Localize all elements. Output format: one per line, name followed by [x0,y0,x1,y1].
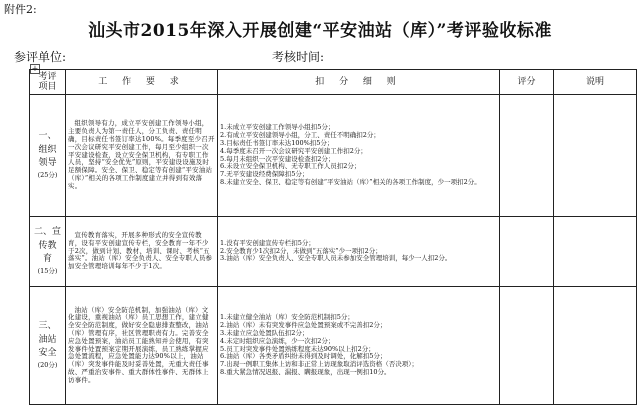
page-title: 汕头市2015年深入开展创建“平安油站（库）”考评验收标准 [88,21,552,41]
table-header-row [30,70,637,95]
deduction-line: 7.无平安建设经费保障扣5分； [220,170,309,179]
score-input-cell[interactable] [500,95,554,217]
score-input-cell[interactable] [500,217,554,287]
row-item-score: (20分) [37,360,58,369]
deduction-line: 1.没有平安创建宣传专栏扣5分； [220,238,315,247]
row-deductions [218,95,500,217]
header-notes: 说明 [554,70,637,95]
header-item-text: 考评 项目 [38,71,57,92]
assessment-time-label: 考核时间: [272,50,325,64]
deduction-line: 8.未建立安全、保卫、稳定等有创建“平安油站（库）”相关的各项工作制度，少一项扣2分。 [220,177,481,186]
deduction-line: 6.油站（库）各类矛盾纠纷未得到及时调处，化解扣5分； [220,352,387,361]
score-input-cell[interactable] [500,287,554,405]
row-item-cell [30,287,66,405]
row-deductions [218,287,500,405]
row-item-cell [30,95,66,217]
row-item-name: 三、 油站 安全 [38,321,57,359]
row-requirements: 宣传教育落实，开展多种形式的安全宣传教育，设有平安创建宣传专栏，安全教育一年不少于2次，做到计划、教材、培训、课时、考核“五落实”。油站（库）安全负责人、安全专职人员参加安全管理培训每年不少于1次。 [66,217,218,287]
deduction-line: 3.未建立应急处置队伍扣2分； [220,328,309,337]
deduction-line: 3.油站（库）安全负责人、安全专职人员未参加安全管理培训，每少一人扣2分。 [220,254,452,263]
participating-unit-label: 参评单位: [14,50,67,64]
attachment-label: 附件2: [4,3,37,16]
deduction-line: 4.未定时组织应急演练，少一次扣2分； [220,336,335,345]
notes-input-cell[interactable] [554,287,637,405]
row-item-name: 一、 组织 领导 [38,131,57,169]
deduction-line: 6.未设立安全保卫机构、无专职工作人员扣2分； [220,162,361,171]
row-item-cell [30,217,66,287]
row-item-name: 二、宣 传教 育 [33,227,61,265]
header-item [30,70,66,95]
row-requirements: 油站（库）安全防范机制，加强油站（库）文化建设，重视油站（库）员工思想工作，建立健全安全防范制度，做好安全隐患排查整改，油站（库）管理有序，社区管理职责有力。完善安全应急处置预案，油站员工能熟知并会使用，有突发事件处置预案定期开展演练，员工熟练掌握应急处置流程，应急处置能力达90%以上，油站（库）突发事件能及时妥善处置，无重大责任事故、严重治安事件、重大群体性事件、无群体上访事件。 [66,287,218,405]
deduction-line: 2.安全教育少1次扣2分，未做到“五落实”少一项扣2分； [220,246,382,255]
deduction-line: 3.目标责任书签订率未达100%扣5分； [220,138,334,147]
header-requirements: 工 作 要 求 [66,70,218,95]
deduction-line: 8.重大紧急情况迟报、漏报、瞒报现象，出现一例扣10分。 [220,367,391,376]
row-requirements: 组织领导有力，成立平安创建工作领导小组，主要负责人为第一责任人，分工负责、责任明确，目标责任书签订率达100%。每季度至少召开一次会议研究平安创建工作，每月至少组织一次平安建设检查，设立安全保卫机构，有专职工作人员，坚持“安全优先”原则，平安建设设施及时足额保障。安全、保卫、稳定等有创建“平安油站（库）”相关的各项工作制度建立并得到有效落实。 [66,95,218,217]
header-score: 评分 [500,70,554,95]
deduction-line: 2.油站（库）未有突发事件应急处置预案或不完善扣2分； [220,321,387,330]
deduction-line: 1.未建立健全油站（库）安全防范机制扣5分； [220,313,354,322]
header-deductions: 扣 分 细 则 [218,70,500,95]
deduction-line: 1.未成立平安创建工作领导小组扣5分； [220,123,335,132]
deduction-line: 5.每月未组织一次平安建设检查扣2分； [220,154,335,163]
row-item-score: (15分) [37,266,58,275]
deduction-line: 2.有成立平安创建领导小组，分工、责任不明确扣2分； [220,131,380,140]
evaluation-table [29,69,637,405]
notes-input-cell[interactable] [554,95,637,217]
deduction-line: 4.每季度未召开一次会议研究平安创建工作扣2分； [220,146,367,155]
table-row [30,217,637,287]
deduction-line: 5.员工对突发事件处置熟练程度未达90%以上扣2分； [220,344,375,353]
table-row [30,95,637,217]
table-move-handle-icon[interactable]: + [31,64,39,73]
notes-input-cell[interactable] [554,217,637,287]
row-deductions [218,217,500,287]
row-item-score: (25分) [37,170,58,179]
table-row [30,287,637,405]
deduction-line: 7.出现一例职工集体上访和非正常上访现象取消评选资格（否决项）； [220,360,418,369]
